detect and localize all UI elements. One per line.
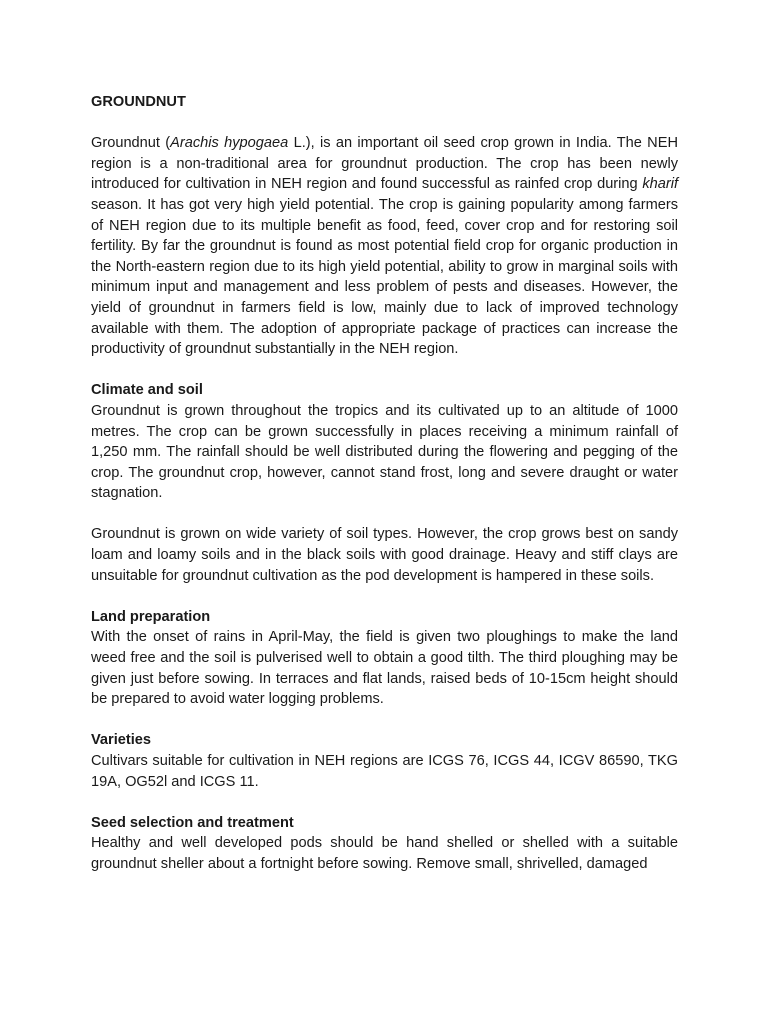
section-land-preparation: [91, 607, 678, 710]
season-name: kharif: [642, 176, 678, 193]
intro-paragraph: [91, 133, 678, 360]
section-heading: Climate and soil: [91, 382, 203, 399]
section-paragraph: Cultivars suitable for cultivation in NEH regions are ICGS 76, ICGS 44, ICGV 86590, TKG 19A, OG52l and ICGS 11.: [91, 753, 678, 790]
section-paragraph: Healthy and well developed pods should be hand shelled or shelled with a suitable groundnut sheller about a fortnight before sowing. Remove small, shrivelled, damaged: [91, 835, 678, 872]
section-heading: Seed selection and treatment: [91, 814, 294, 831]
section-climate-soil: [91, 380, 678, 586]
section-heading: Varieties: [91, 732, 152, 749]
species-name: Arachis hypogaea: [170, 135, 289, 152]
section-paragraph: Groundnut is grown on wide variety of soil types. However, the crop grows best on sandy loam and loamy soils and in the black soils with good drainage. Heavy and stiff clays are unsuitable for groundnut cultivation as the pod development is hampered in these soils.: [91, 526, 678, 584]
section-paragraph: With the onset of rains in April-May, the field is given two ploughings to make the land weed free and the soil is pulverised well to obtain a good tilth. The third ploughing may be given just before sowing. In terraces and flat lands, raised beds of 10-15cm height should be prepared to avoid water logging problems.: [91, 629, 678, 708]
section-heading: Land preparation: [91, 608, 211, 625]
document-title: GROUNDNUT: [91, 94, 186, 110]
intro-text-2: L.), is an important oil seed crop grown in India. The NEH region is a non-traditional area for groundnut production. The crop has been newly introduced for cultivation in NEH region and found successful as rainfed crop during: [91, 135, 678, 193]
section-varieties: [91, 730, 678, 792]
section-paragraph: Groundnut is grown throughout the tropics and its cultivated up to an altitude of 1000 metres. The crop can be grown successfully in places receiving a minimum rainfall of 1,250 mm. The rainfall should be well distributed during the flowering and pegging of the crop. The groundnut crop, however, cannot stand frost, long and severe draught or water stagnation.: [91, 402, 678, 502]
document-page: [91, 92, 678, 895]
section-seed-selection: [91, 813, 678, 875]
intro-text-1: Groundnut (: [91, 135, 171, 152]
intro-text-3: season. It has got very high yield potential. The crop is gaining popularity among farmers of NEH region due to its multiple benefit as food, feed, cover crop and for restoring soil fertility. By far the groundnut is found as most potential field crop for organic production in the North-eastern region due to its high yield potential, ability to grow in marginal soils with minimum input and management and less problem of pests and diseases. However, the yield of groundnut in farmers field is low, mainly due to lack of improved technology available with them. The adoption of appropriate package of practices can increase the productivity of groundnut substantially in the NEH region.: [91, 196, 678, 358]
